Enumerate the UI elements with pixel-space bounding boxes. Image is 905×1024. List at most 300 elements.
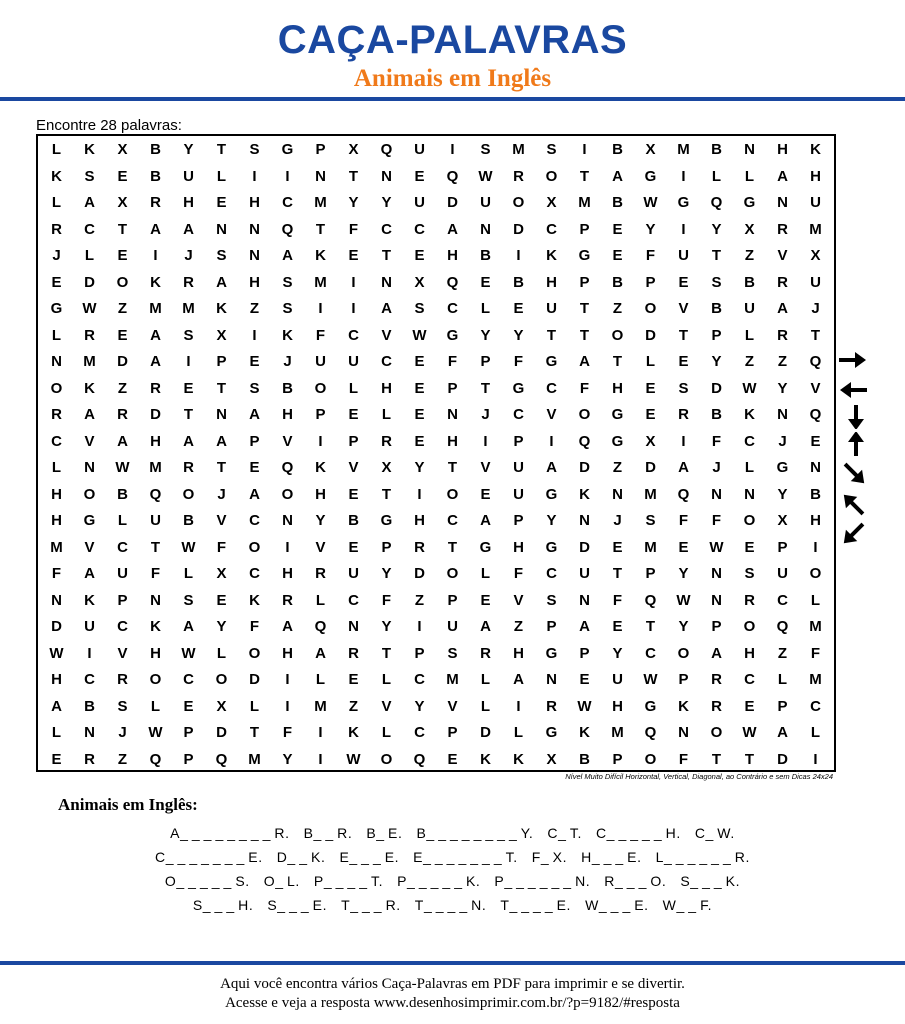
grid-cell[interactable]: A (150, 353, 161, 370)
grid-cell[interactable]: F (249, 618, 260, 635)
grid-cell[interactable]: H (447, 247, 458, 264)
grid-cell[interactable]: U (117, 565, 128, 582)
grid-cell[interactable]: Y (282, 750, 293, 768)
grid-cell[interactable]: M (248, 750, 261, 768)
grid-cell[interactable]: N (678, 724, 689, 741)
grid-cell[interactable]: J (52, 247, 61, 264)
grid-cell[interactable]: X (810, 247, 821, 264)
grid-cell[interactable]: U (447, 618, 458, 635)
grid-cell[interactable]: D (777, 750, 788, 768)
grid-cell[interactable]: J (118, 724, 127, 741)
grid-cell[interactable]: H (744, 644, 755, 662)
grid-cell[interactable]: Z (117, 379, 128, 397)
grid-cell[interactable]: R (777, 220, 788, 238)
grid-cell[interactable]: H (150, 432, 161, 450)
grid-cell[interactable]: H (150, 644, 161, 662)
grid-cell[interactable]: Y (711, 220, 722, 238)
grid-cell[interactable]: E (678, 273, 689, 291)
grid-cell[interactable]: C (744, 432, 755, 450)
grid-cell[interactable]: D (513, 220, 524, 238)
grid-cell[interactable]: X (216, 697, 227, 715)
grid-cell[interactable]: C (282, 194, 293, 211)
grid-cell[interactable]: T (447, 459, 458, 476)
grid-cell[interactable]: P (579, 220, 590, 238)
grid-cell[interactable]: H (414, 512, 425, 529)
grid-cell[interactable]: W (676, 591, 691, 609)
grid-cell[interactable]: O (281, 485, 294, 503)
grid-cell[interactable]: U (480, 194, 491, 211)
grid-cell[interactable]: L (480, 697, 491, 715)
grid-cell[interactable]: M (644, 538, 657, 556)
grid-cell[interactable]: A (777, 167, 788, 185)
grid-cell[interactable]: T (711, 750, 722, 768)
grid-cell[interactable]: A (480, 618, 491, 635)
grid-cell[interactable]: R (414, 538, 425, 556)
grid-cell[interactable]: T (612, 353, 623, 370)
grid-cell[interactable]: B (579, 750, 590, 768)
grid-cell[interactable]: J (184, 247, 193, 264)
grid-cell[interactable]: Y (612, 644, 623, 662)
grid-cell[interactable]: S (183, 591, 194, 609)
grid-cell[interactable]: Q (776, 618, 789, 635)
grid-cell[interactable]: V (546, 406, 557, 423)
grid-cell[interactable]: Q (314, 618, 327, 635)
grid-cell[interactable]: U (579, 565, 590, 582)
grid-cell[interactable]: H (612, 697, 623, 715)
grid-cell[interactable]: I (549, 432, 554, 450)
grid-cell[interactable]: O (149, 671, 162, 688)
grid-cell[interactable]: H (810, 167, 821, 185)
grid-cell[interactable]: T (216, 379, 227, 397)
grid-cell[interactable]: A (282, 618, 293, 635)
grid-cell[interactable]: C (546, 379, 557, 397)
grid-cell[interactable]: U (810, 194, 821, 211)
grid-cell[interactable]: B (744, 273, 755, 291)
grid-cell[interactable]: W (643, 194, 658, 211)
grid-cell[interactable]: K (315, 459, 326, 476)
grid-cell[interactable]: I (417, 485, 422, 503)
grid-cell[interactable]: N (348, 618, 359, 635)
grid-cell[interactable]: V (381, 697, 392, 715)
grid-cell[interactable]: H (777, 141, 788, 158)
grid-cell[interactable]: L (480, 565, 491, 582)
grid-cell[interactable]: N (447, 406, 458, 423)
grid-cell[interactable]: U (315, 353, 326, 370)
grid-cell[interactable]: C (84, 220, 95, 238)
grid-cell[interactable]: E (183, 379, 194, 397)
grid-cell[interactable]: B (348, 512, 359, 529)
grid-cell[interactable]: P (381, 538, 392, 556)
grid-cell[interactable]: P (348, 432, 359, 450)
grid-cell[interactable]: E (810, 432, 821, 450)
grid-cell[interactable]: N (777, 194, 788, 211)
grid-cell[interactable]: X (348, 141, 359, 158)
grid-cell[interactable]: N (480, 220, 491, 238)
grid-cell[interactable]: N (711, 591, 722, 609)
grid-cell[interactable]: R (183, 459, 194, 476)
grid-cell[interactable]: C (645, 644, 656, 662)
grid-cell[interactable]: E (414, 247, 425, 264)
grid-cell[interactable]: P (645, 273, 656, 291)
grid-cell[interactable]: S (645, 512, 656, 529)
grid-cell[interactable]: E (414, 406, 425, 423)
grid-cell[interactable]: O (743, 512, 756, 529)
grid-cell[interactable]: E (348, 671, 359, 688)
grid-cell[interactable]: V (513, 591, 524, 609)
grid-cell[interactable]: P (414, 644, 425, 662)
grid-cell[interactable]: L (150, 697, 161, 715)
grid-cell[interactable]: Z (117, 750, 128, 768)
grid-cell[interactable]: R (546, 697, 557, 715)
grid-cell[interactable]: Q (281, 220, 294, 238)
grid-cell[interactable]: R (678, 406, 689, 423)
grid-cell[interactable]: H (513, 644, 524, 662)
grid-cell[interactable]: E (612, 247, 623, 264)
grid-cell[interactable]: T (249, 724, 260, 741)
grid-cell[interactable]: R (711, 671, 722, 688)
grid-cell[interactable]: M (809, 220, 822, 238)
grid-cell[interactable]: X (546, 750, 557, 768)
grid-cell[interactable]: N (249, 247, 260, 264)
grid-cell[interactable]: K (216, 300, 227, 317)
grid-cell[interactable]: Z (612, 459, 623, 476)
grid-cell[interactable]: A (84, 194, 95, 211)
grid-cell[interactable]: E (645, 406, 656, 423)
grid-cell[interactable]: I (516, 697, 521, 715)
grid-cell[interactable]: E (744, 697, 755, 715)
grid-cell[interactable]: D (84, 273, 95, 291)
grid-cell[interactable]: E (447, 750, 458, 768)
grid-cell[interactable]: L (711, 167, 722, 185)
grid-cell[interactable]: J (481, 406, 490, 423)
grid-cell[interactable]: G (545, 538, 558, 556)
grid-cell[interactable]: N (249, 220, 260, 238)
grid-cell[interactable]: L (645, 353, 656, 370)
grid-cell[interactable]: I (351, 300, 356, 317)
grid-cell[interactable]: W (115, 459, 130, 476)
grid-cell[interactable]: R (315, 565, 326, 582)
grid-cell[interactable]: N (579, 512, 590, 529)
grid-cell[interactable]: R (513, 167, 524, 185)
grid-cell[interactable]: O (83, 485, 96, 503)
grid-cell[interactable]: I (186, 353, 191, 370)
grid-cell[interactable]: T (381, 485, 392, 503)
grid-cell[interactable]: R (150, 379, 161, 397)
grid-cell[interactable]: E (612, 618, 623, 635)
grid-cell[interactable]: F (711, 512, 722, 529)
grid-cell[interactable]: K (84, 141, 95, 158)
grid-cell[interactable]: B (612, 273, 623, 291)
grid-cell[interactable]: W (478, 167, 493, 185)
grid-cell[interactable]: O (50, 379, 63, 397)
grid-cell[interactable]: T (150, 538, 161, 556)
grid-cell[interactable]: E (744, 538, 755, 556)
grid-cell[interactable]: K (513, 750, 524, 768)
grid-cell[interactable]: W (742, 379, 757, 397)
grid-cell[interactable]: Y (546, 512, 557, 529)
grid-cell[interactable]: M (314, 697, 327, 715)
grid-cell[interactable]: B (480, 247, 491, 264)
grid-cell[interactable]: U (183, 167, 194, 185)
grid-cell[interactable]: O (182, 485, 195, 503)
grid-cell[interactable]: N (381, 167, 392, 185)
grid-cell[interactable]: C (249, 565, 260, 582)
grid-cell[interactable]: P (216, 353, 227, 370)
grid-cell[interactable]: S (249, 141, 260, 158)
grid-cell[interactable]: S (183, 326, 194, 344)
grid-cell[interactable]: P (315, 141, 326, 158)
grid-cell[interactable]: I (681, 220, 686, 238)
grid-cell[interactable]: G (83, 512, 96, 529)
grid-cell[interactable]: C (414, 671, 425, 688)
grid-cell[interactable]: F (579, 379, 590, 397)
grid-cell[interactable]: H (51, 512, 62, 529)
grid-cell[interactable]: D (414, 565, 425, 582)
grid-cell[interactable]: A (84, 565, 95, 582)
grid-cell[interactable]: T (645, 618, 656, 635)
grid-cell[interactable]: P (447, 724, 458, 741)
grid-cell[interactable]: K (84, 591, 95, 609)
grid-cell[interactable]: S (282, 273, 293, 291)
grid-cell[interactable]: O (446, 485, 459, 503)
grid-cell[interactable]: H (381, 379, 392, 397)
grid-cell[interactable]: D (117, 353, 128, 370)
grid-cell[interactable]: M (578, 194, 591, 211)
grid-cell[interactable]: D (645, 459, 656, 476)
grid-cell[interactable]: O (611, 326, 624, 344)
grid-cell[interactable]: O (248, 644, 261, 662)
grid-cell[interactable]: A (216, 273, 227, 291)
grid-cell[interactable]: O (215, 671, 228, 688)
grid-cell[interactable]: L (381, 724, 392, 741)
grid-cell[interactable]: U (612, 671, 623, 688)
grid-cell[interactable]: P (447, 379, 458, 397)
grid-cell[interactable]: G (545, 724, 558, 741)
grid-cell[interactable]: H (249, 194, 260, 211)
grid-cell[interactable]: L (381, 406, 392, 423)
grid-cell[interactable]: S (744, 565, 755, 582)
grid-cell[interactable]: B (513, 273, 524, 291)
grid-cell[interactable]: A (777, 724, 788, 741)
grid-cell[interactable]: H (612, 379, 623, 397)
grid-cell[interactable]: M (50, 538, 63, 556)
grid-cell[interactable]: J (712, 459, 721, 476)
grid-cell[interactable]: F (711, 432, 722, 450)
grid-cell[interactable]: O (116, 273, 129, 291)
grid-cell[interactable]: L (348, 379, 359, 397)
grid-cell[interactable]: E (414, 432, 425, 450)
grid-cell[interactable]: T (348, 167, 359, 185)
grid-cell[interactable]: Z (777, 353, 788, 370)
grid-cell[interactable]: A (579, 353, 590, 370)
grid-cell[interactable]: H (282, 644, 293, 662)
grid-cell[interactable]: N (84, 724, 95, 741)
grid-cell[interactable]: T (678, 326, 689, 344)
grid-cell[interactable]: Z (348, 697, 359, 715)
grid-cell[interactable]: I (813, 750, 818, 768)
grid-cell[interactable]: Y (381, 194, 392, 211)
grid-cell[interactable]: F (810, 644, 821, 662)
grid-cell[interactable]: S (282, 300, 293, 317)
grid-cell[interactable]: F (381, 591, 392, 609)
grid-cell[interactable]: U (678, 247, 689, 264)
grid-cell[interactable]: B (183, 512, 194, 529)
grid-cell[interactable]: O (677, 644, 690, 662)
grid-cell[interactable]: Y (480, 326, 491, 344)
grid-cell[interactable]: L (51, 459, 62, 476)
grid-cell[interactable]: B (810, 485, 821, 503)
grid-cell[interactable]: M (809, 671, 822, 688)
grid-cell[interactable]: L (315, 591, 326, 609)
grid-cell[interactable]: X (645, 141, 656, 158)
grid-cell[interactable]: S (84, 167, 95, 185)
grid-cell[interactable]: E (678, 538, 689, 556)
grid-cell[interactable]: E (579, 671, 590, 688)
grid-cell[interactable]: N (810, 459, 821, 476)
grid-cell[interactable]: I (417, 618, 422, 635)
grid-cell[interactable]: X (546, 194, 557, 211)
grid-cell[interactable]: P (117, 591, 128, 609)
grid-cell[interactable]: R (348, 644, 359, 662)
grid-cell[interactable]: L (810, 591, 821, 609)
grid-cell[interactable]: S (216, 247, 227, 264)
grid-cell[interactable]: E (117, 167, 128, 185)
grid-cell[interactable]: U (414, 141, 425, 158)
grid-cell[interactable]: I (285, 167, 290, 185)
grid-cell[interactable]: P (546, 618, 557, 635)
grid-cell[interactable]: E (117, 326, 128, 344)
grid-cell[interactable]: O (644, 300, 657, 317)
grid-cell[interactable]: Y (777, 379, 788, 397)
grid-cell[interactable]: X (117, 141, 128, 158)
grid-cell[interactable]: P (447, 591, 458, 609)
grid-cell[interactable]: V (315, 538, 326, 556)
grid-cell[interactable]: L (84, 247, 95, 264)
grid-cell[interactable]: J (811, 300, 820, 317)
grid-cell[interactable]: F (315, 326, 326, 344)
grid-cell[interactable]: W (412, 326, 427, 344)
grid-cell[interactable]: G (50, 300, 63, 317)
grid-cell[interactable]: U (810, 273, 821, 291)
grid-cell[interactable]: U (348, 565, 359, 582)
grid-cell[interactable]: O (809, 565, 822, 582)
grid-cell[interactable]: E (480, 591, 491, 609)
grid-cell[interactable]: Q (281, 459, 294, 476)
grid-cell[interactable]: C (546, 220, 557, 238)
grid-cell[interactable]: W (742, 724, 757, 741)
grid-cell[interactable]: G (611, 406, 624, 423)
grid-cell[interactable]: E (117, 247, 128, 264)
grid-cell[interactable]: L (744, 326, 755, 344)
grid-cell[interactable]: S (678, 379, 689, 397)
grid-cell[interactable]: D (216, 724, 227, 741)
grid-cell[interactable]: H (810, 512, 821, 529)
grid-cell[interactable]: X (381, 459, 392, 476)
grid-cell[interactable]: B (612, 194, 623, 211)
grid-cell[interactable]: L (249, 697, 260, 715)
grid-cell[interactable]: E (645, 379, 656, 397)
grid-cell[interactable]: I (318, 432, 323, 450)
grid-cell[interactable]: M (314, 194, 327, 211)
grid-cell[interactable]: A (711, 644, 722, 662)
grid-cell[interactable]: K (678, 697, 689, 715)
grid-cell[interactable]: Y (777, 485, 788, 503)
grid-cell[interactable]: W (709, 538, 724, 556)
grid-cell[interactable]: B (282, 379, 293, 397)
grid-cell[interactable]: P (183, 750, 194, 768)
grid-cell[interactable]: C (249, 512, 260, 529)
grid-cell[interactable]: C (546, 565, 557, 582)
grid-cell[interactable]: Q (215, 750, 228, 768)
grid-cell[interactable]: I (285, 671, 290, 688)
grid-cell[interactable]: Z (249, 300, 260, 317)
grid-cell[interactable]: T (546, 326, 557, 344)
grid-cell[interactable]: Q (578, 432, 591, 450)
grid-cell[interactable]: P (777, 538, 788, 556)
grid-cell[interactable]: L (381, 671, 392, 688)
grid-cell[interactable]: R (282, 591, 293, 609)
grid-cell[interactable]: K (348, 724, 359, 741)
grid-cell[interactable]: A (678, 459, 689, 476)
grid-cell[interactable]: C (777, 591, 788, 609)
grid-cell[interactable]: U (84, 618, 95, 635)
grid-cell[interactable]: S (546, 591, 557, 609)
grid-cell[interactable]: D (480, 724, 491, 741)
grid-cell[interactable]: K (150, 273, 161, 291)
grid-cell[interactable]: G (677, 194, 690, 211)
grid-cell[interactable]: F (678, 512, 689, 529)
grid-cell[interactable]: I (450, 141, 455, 158)
grid-cell[interactable]: O (512, 194, 525, 211)
grid-cell[interactable]: T (183, 406, 194, 423)
grid-cell[interactable]: A (183, 618, 194, 635)
grid-cell[interactable]: T (117, 220, 128, 238)
grid-cell[interactable]: Q (149, 750, 162, 768)
grid-cell[interactable]: Z (612, 300, 623, 317)
grid-cell[interactable]: E (480, 485, 491, 503)
grid-cell[interactable]: I (318, 724, 323, 741)
grid-cell[interactable]: Y (678, 618, 689, 635)
grid-cell[interactable]: J (283, 353, 292, 370)
grid-cell[interactable]: G (479, 538, 492, 556)
grid-cell[interactable]: A (282, 247, 293, 264)
grid-cell[interactable]: V (678, 300, 689, 317)
grid-cell[interactable]: C (117, 538, 128, 556)
grid-cell[interactable]: G (281, 141, 294, 158)
grid-cell[interactable]: W (346, 750, 361, 768)
grid-cell[interactable]: G (512, 379, 525, 397)
grid-cell[interactable]: L (810, 724, 821, 741)
grid-cell[interactable]: C (348, 326, 359, 344)
grid-cell[interactable]: Z (117, 300, 128, 317)
grid-cell[interactable]: X (117, 194, 128, 211)
grid-cell[interactable]: J (217, 485, 226, 503)
grid-cell[interactable]: D (645, 326, 656, 344)
grid-cell[interactable]: F (51, 565, 62, 582)
grid-cell[interactable]: P (711, 326, 722, 344)
grid-cell[interactable]: X (645, 432, 656, 450)
grid-cell[interactable]: U (414, 194, 425, 211)
grid-cell[interactable]: N (744, 485, 755, 503)
grid-cell[interactable]: F (282, 724, 293, 741)
grid-cell[interactable]: N (711, 485, 722, 503)
grid-cell[interactable]: C (183, 671, 194, 688)
grid-cell[interactable]: F (447, 353, 458, 370)
grid-cell[interactable]: V (84, 432, 95, 450)
grid-cell[interactable]: L (513, 724, 524, 741)
grid-cell[interactable]: V (480, 459, 491, 476)
grid-cell[interactable]: A (777, 300, 788, 317)
